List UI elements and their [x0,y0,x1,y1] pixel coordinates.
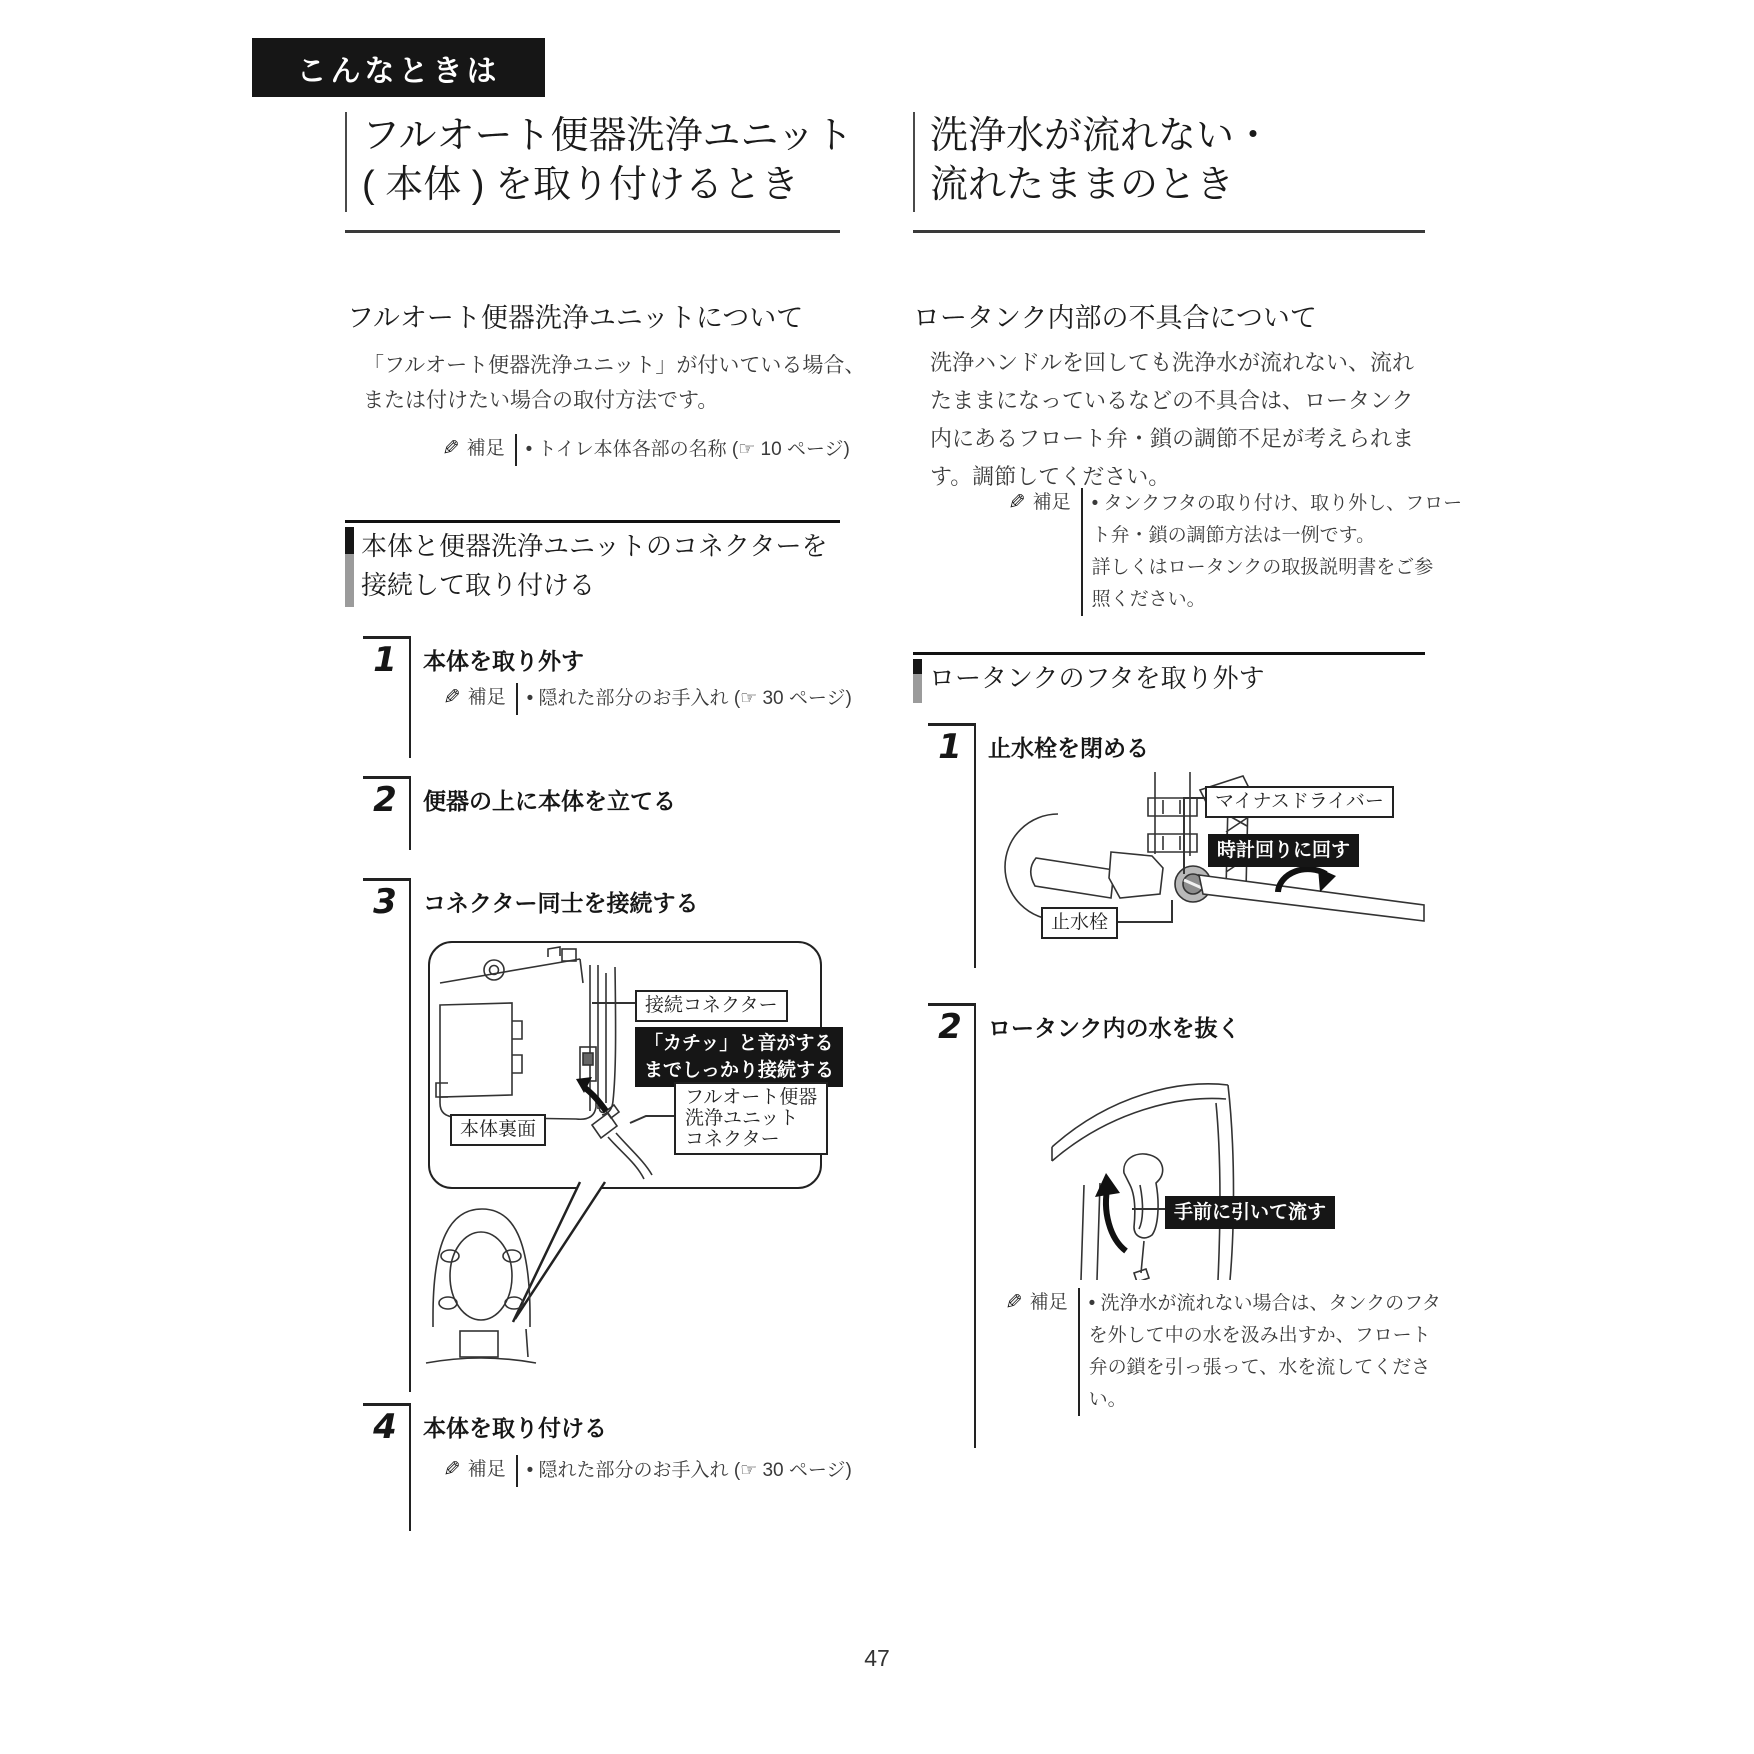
left-about-body-line2: または付けたい場合の取付方法です。 [363,389,719,412]
right-procedure-heading-text: ロータンクのフタを取り外す [929,663,1265,693]
note-text: • 隠れた部分のお手入れ (☞ 30 ページ) [516,683,852,715]
note [1008,488,1462,616]
step-number: 1 [373,640,397,680]
step-title: 本体を取り付ける [423,1415,607,1441]
pencil-icon: ✎ [443,686,461,709]
tank-art [1040,1055,1340,1280]
left-step-2 [363,776,823,850]
right-title-line1: 洗浄水が流れない・ [930,115,1273,157]
step-number: 3 [373,882,397,922]
note-label: 補足 [467,1459,506,1480]
step-title: 本体を取り外す [423,648,584,674]
note-label: 補足 [1032,492,1071,513]
step-title: 止水栓を閉める [988,735,1149,761]
pencil-icon: ✎ [442,437,460,460]
toilet-top-art [408,1181,818,1381]
left-procedure-heading-text: 本体と便器洗浄ユニットのコネクターを 接続して取り付ける [361,531,828,600]
step-number: 2 [373,780,397,820]
step-number: 1 [938,727,962,767]
section-badge [252,38,545,97]
figure-label: 止水栓 [1041,907,1118,939]
note [1005,1288,1441,1416]
left-about-body-line1: 「フルオート便器洗浄ユニット」が付いている場合、 [363,354,866,377]
step-title: 便器の上に本体を立てる [423,788,676,814]
step-title: ロータンク内の水を抜く [988,1015,1241,1041]
left-title-line1: フルオート便器洗浄ユニット [362,115,853,157]
toilet-top-figure [408,1181,818,1381]
figure-label-dark: 「カチッ」と音がする までしっかり接続する [635,1027,843,1087]
pencil-icon: ✎ [443,1458,461,1481]
left-title-underline [345,230,840,233]
right-title-underline [913,230,1425,233]
left-about-heading: フルオート便器洗浄ユニットについて [347,303,804,333]
right-about-heading: ロータンク内部の不具合について [913,303,1317,333]
right-column-title [913,112,1272,212]
figure-label: フルオート便器 洗浄ユニット コネクター [674,1082,828,1155]
note-text: • 洗浄水が流れない場合は、タンクのフタ を外して中の水を汲み出すか、フロート 弁の鎖を引っ張って、水を流してくださ い。 [1078,1288,1441,1416]
note [442,434,850,466]
figure-label-dark: 時計回りに回す [1208,834,1359,867]
left-procedure-heading [345,520,840,605]
pencil-icon: ✎ [1005,1291,1023,1314]
note-label: 補足 [466,438,505,459]
step-title: コネクター同士を接続する [423,890,699,916]
figure-label: 接続コネクター [635,990,788,1022]
pencil-icon: ✎ [1008,491,1026,514]
heading-bar [345,527,354,607]
tank-figure [1040,1055,1340,1280]
right-procedure-heading [913,652,1425,698]
left-title-line2: ( 本体 ) を取り付けるとき [362,164,799,206]
figure-label: 本体裏面 [450,1114,546,1146]
figure-label-dark: 手前に引いて流す [1165,1196,1335,1229]
note-text: • トイレ本体各部の名称 (☞ 10 ページ) [515,434,850,466]
step-number: 4 [373,1407,397,1447]
note-label: 補足 [1029,1292,1068,1313]
note-text: • タンクフタの取り付け、取り外し、フロー ト弁・鎖の調節方法は一例です。 詳しくはロータンクの取扱説明書をご参 照ください。 [1081,488,1462,616]
section-badge-label: こんなときは [296,54,501,88]
unit-back-figure [428,941,835,1189]
note-text: • 隠れた部分のお手入れ (☞ 30 ページ) [516,1455,852,1487]
left-about-body [363,348,865,418]
figure-label: マイナスドライバー [1205,786,1394,818]
heading-bar [913,659,922,703]
step-number: 2 [938,1007,962,1047]
right-about-body: 洗浄ハンドルを回しても洗浄水が流れない、流れ たままになっているなどの不具合は、ロータンク 内にあるフロート弁・鎖の調節不足が考えられま す。調節してください。 [930,350,1415,489]
shutoff-valve-figure [1000,772,1430,967]
left-column-title [345,112,853,212]
right-title-line2: 流れたままのとき [930,164,1235,206]
note [443,683,852,715]
page-number: 47 [864,1645,890,1671]
note [443,1455,852,1487]
note-label: 補足 [467,687,506,708]
